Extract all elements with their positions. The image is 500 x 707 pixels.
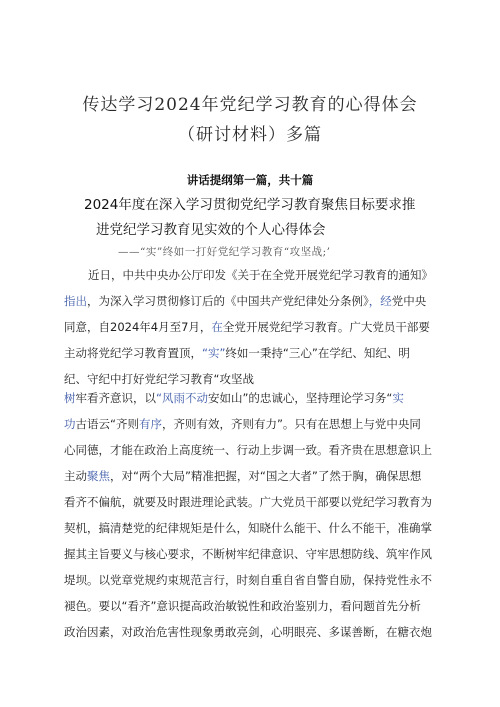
- text-segment: 主动: [64, 469, 87, 483]
- text-segment: 全党开展党纪学习教育。广大党员干部要: [222, 320, 430, 334]
- text-segment: 终如一秉持“三心”在学纪、知纪、明: [225, 346, 410, 360]
- text-segment: ，为深入学习贯彻修订后的《中国共产党纪律处分条例》: [87, 294, 369, 308]
- paragraph-2: [64, 385, 454, 645]
- text-line: [64, 262, 454, 288]
- text-segment: 纪、守纪中打好党纪学习教育“攻坚战: [64, 372, 254, 386]
- article-heading-line-2: 进党纪学习教育见实效的个人心得体会: [96, 222, 326, 238]
- highlighted-text: 树: [64, 391, 76, 405]
- highlighted-text: “实”: [202, 346, 226, 360]
- text-segment: 安如山”的忠诚心，坚持理论学习务“: [207, 391, 393, 405]
- text-segment: 政治因素，对政治危害性现象勇敢亮剑，心明眼亮、多谋善断，在糖衣炮: [64, 625, 432, 639]
- highlighted-text: 在: [211, 320, 223, 334]
- text-segment: 握其主旨要义与核心要求，不断树牢纪律意识、守牢思想防线、筑牢作风: [64, 547, 432, 561]
- highlighted-text: 实: [392, 391, 404, 405]
- text-segment: 党中央: [391, 294, 427, 308]
- text-line: [64, 541, 454, 567]
- text-line: [64, 567, 454, 593]
- text-segment: 契机，搞清楚党的纪律规矩是什么，知晓什么能干、什么不能干，准确掌: [64, 521, 432, 535]
- text-segment: 主动将党纪学习教育置顶，: [64, 346, 202, 360]
- text-segment: 堤坝。以党章党规约束规范言行，时刻自重自省自警自励，保持党性永不: [64, 573, 432, 587]
- article-heading-line-1: 2024年度在深入学习贯彻党纪学习教育聚焦目标要求推: [84, 197, 416, 213]
- text-line: [64, 288, 454, 314]
- highlighted-text: ，经: [368, 294, 392, 308]
- text-segment: ，齐则有效，齐则有力”。只有在思想上与党中央同: [161, 417, 421, 431]
- text-line: [64, 340, 454, 366]
- text-line: [64, 593, 454, 619]
- highlighted-text: 指出: [64, 294, 87, 308]
- text-segment: 褪色。要以“看齐”意识提高政治敏锐性和政治鉴别力，看问题首先分析: [64, 599, 421, 613]
- text-line: [64, 411, 454, 437]
- text-segment: 古语云“齐则: [75, 417, 139, 431]
- text-segment: 近日，中共中央办公厅印发《关于在全党开展党纪学习教育的通知》: [88, 268, 433, 282]
- highlighted-text: “风雨不动: [156, 391, 208, 405]
- document-title-line-2: （研讨材料）多篇: [178, 125, 322, 145]
- highlighted-text: 功: [64, 417, 76, 431]
- text-segment: ，对“两个大局”精准把握，对“国之大者”了然于胸，确保思想: [110, 469, 422, 483]
- paragraph-1: [64, 262, 454, 392]
- article-subtitle-quote: ——“实”终如一打好党纪学习教育“攻坚战;’: [118, 246, 331, 258]
- text-line: [64, 314, 454, 340]
- section-subheading: 讲话提纲第一篇，共十篇: [186, 173, 314, 187]
- text-line: [64, 515, 454, 541]
- text-line: [64, 437, 454, 463]
- text-line: [64, 463, 454, 489]
- text-segment: 同意，自2024年4月至7月，: [64, 320, 212, 334]
- text-segment: 看齐不偏航，就要及时跟进理论武装。广大党员干部要以党纪学习教育为: [64, 495, 432, 509]
- text-line: [64, 619, 454, 645]
- text-line: [64, 385, 454, 411]
- highlighted-text: 有序: [138, 417, 162, 431]
- text-segment: 心同德，才能在政治上高度统一、行动上步调一致。看齐贵在思想意识上: [64, 443, 432, 457]
- text-segment: 牢看齐意识，以: [75, 391, 156, 405]
- document-title-line-1: 传达学习2024年党纪学习教育的心得体会: [82, 95, 418, 115]
- highlighted-text: 聚焦: [87, 469, 110, 483]
- text-line: [64, 489, 454, 515]
